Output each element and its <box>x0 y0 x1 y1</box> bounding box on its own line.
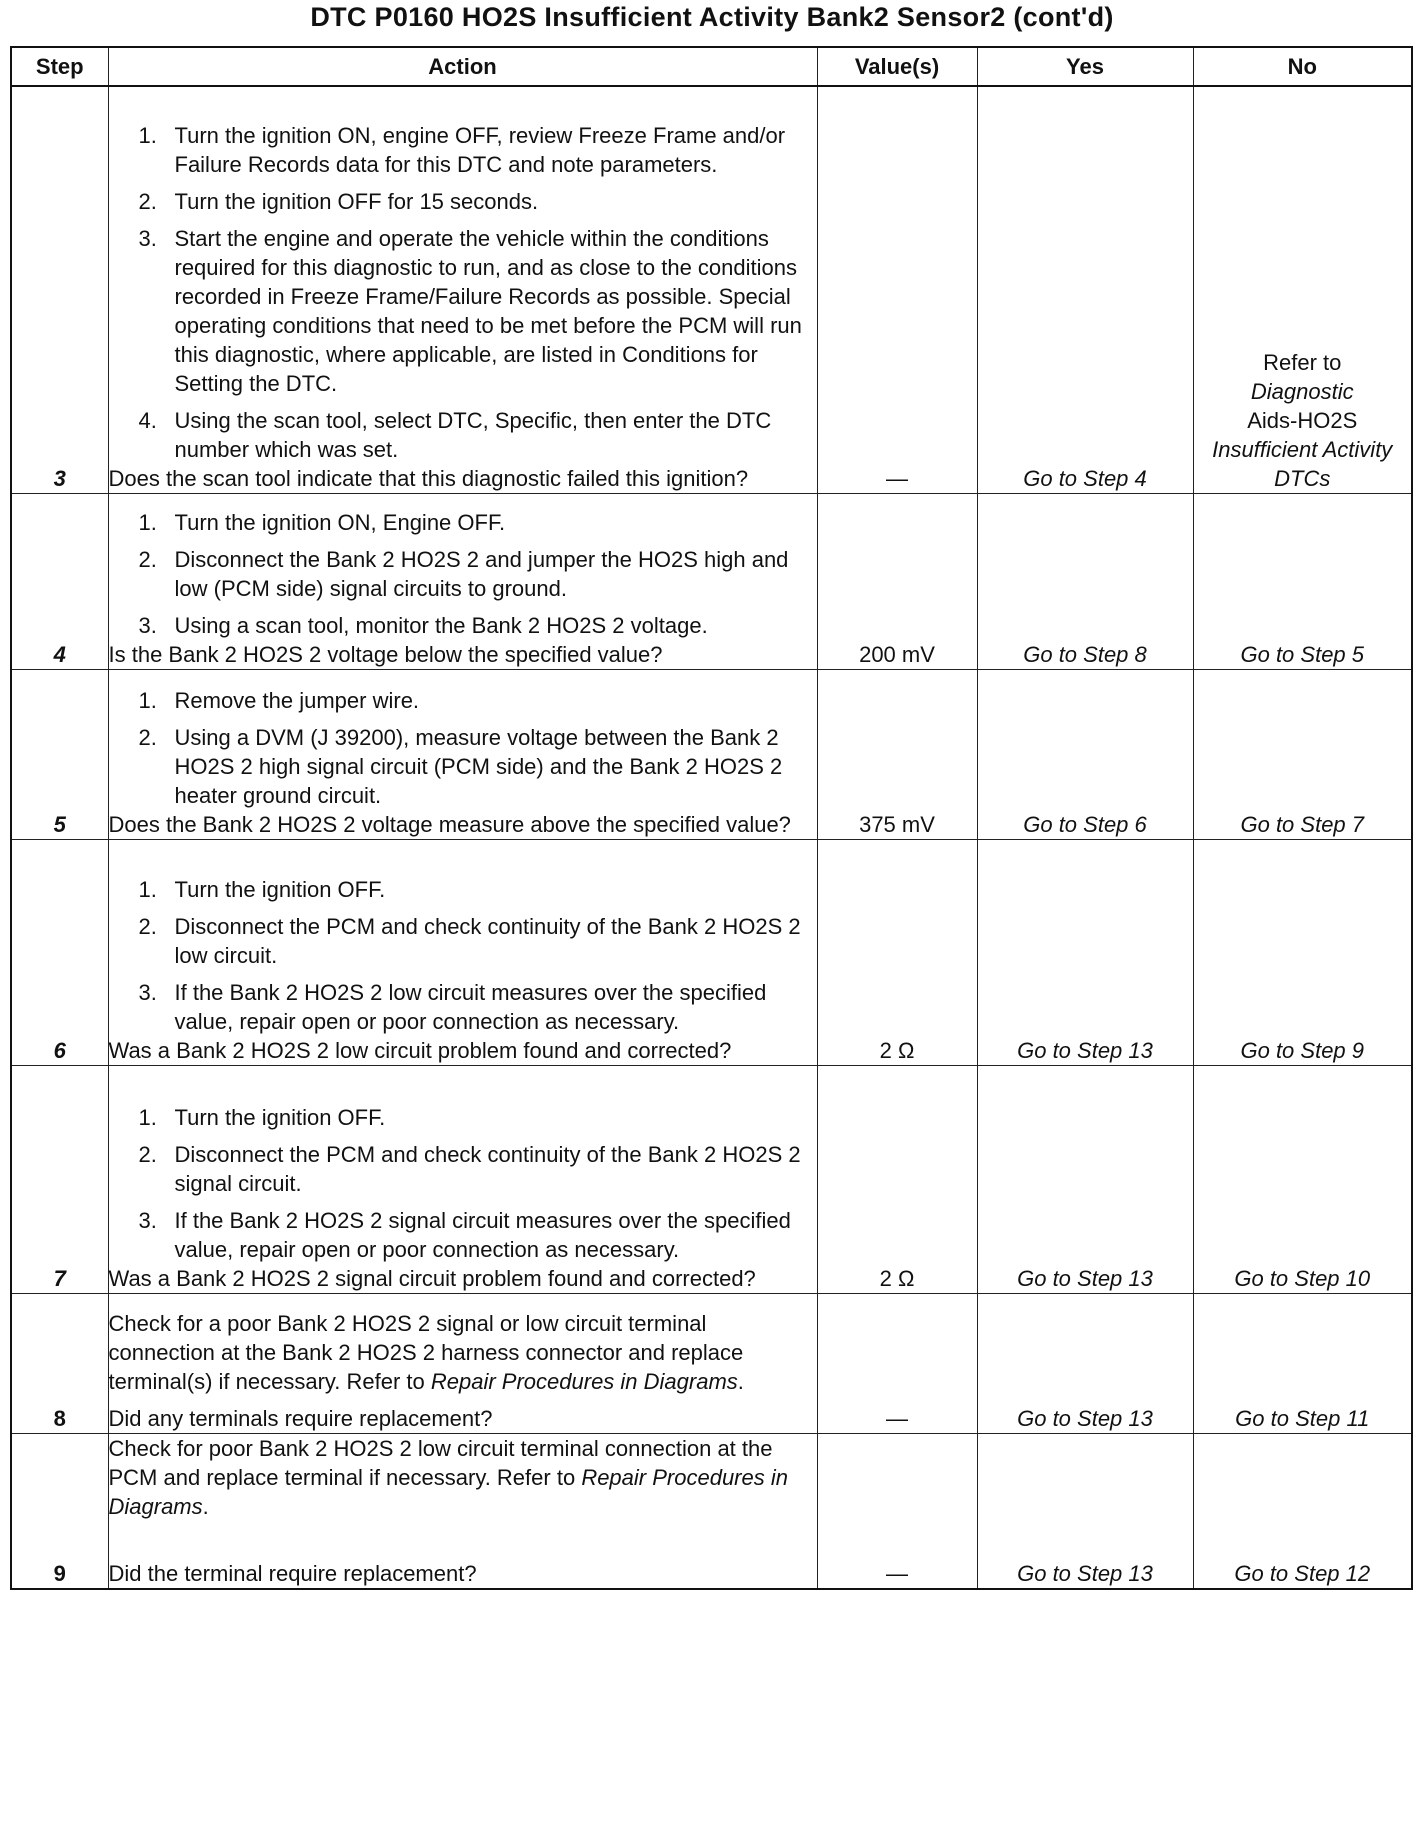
table-row <box>11 1293 1412 1433</box>
table-row <box>11 669 1412 839</box>
action-question: Was a Bank 2 HO2S 2 signal circuit problem found and corrected? <box>108 1265 756 1291</box>
value-cell: 375 mV <box>817 669 977 839</box>
action-item: 1. Turn the ignition OFF. <box>138 1104 386 1130</box>
repair-procedures-ref: Repair Procedures in Diagrams <box>430 1368 738 1394</box>
repair-procedures-ref: Repair Procedures in Diagrams <box>108 1464 788 1519</box>
header-no: No <box>1193 47 1412 86</box>
value-cell: 200 mV <box>817 493 977 669</box>
action-item: 4. Using the scan tool, select DTC, Specific, then enter the DTC number which was set. <box>138 407 772 462</box>
no-cell: Go to Step 7 <box>1193 669 1412 839</box>
step-number: 8 <box>11 1293 108 1433</box>
action-item: 3. Using a scan tool, monitor the Bank 2 HO2S 2 voltage. <box>138 612 708 638</box>
action-cell <box>108 1293 817 1433</box>
action-cell <box>108 669 817 839</box>
no-cell: Refer to Diagnostic Aids-HO2S Insufficient Activity DTCs <box>1193 86 1412 493</box>
yes-cell: Go to Step 6 <box>977 669 1193 839</box>
action-item: 2. Disconnect the PCM and check continuity of the Bank 2 HO2S 2 signal circuit. <box>138 1141 801 1196</box>
action-question: Did the terminal require replacement? <box>108 1560 477 1586</box>
table-row <box>11 1433 1412 1589</box>
no-cell: Go to Step 12 <box>1193 1433 1412 1589</box>
diagnostic-table <box>10 46 1413 1590</box>
action-cell <box>108 493 817 669</box>
table-header-row <box>11 47 1412 86</box>
action-text: Check for poor Bank 2 HO2S 2 low circuit terminal connection at the PCM and replace terminal if necessary. Refer to Repair Procedures in Diagrams. <box>108 1435 788 1519</box>
action-item: 1. Turn the ignition ON, Engine OFF. <box>138 509 506 535</box>
action-text: Check for a poor Bank 2 HO2S 2 signal or low circuit terminal connection at the Bank 2 HO2S 2 harness connector and replace terminal(s) if necessary. Refer to Repair Procedures in Diagrams. <box>108 1310 744 1394</box>
header-values: Value(s) <box>817 47 977 86</box>
action-question: Did any terminals require replacement? <box>108 1405 493 1431</box>
yes-cell: Go to Step 13 <box>977 839 1193 1065</box>
no-cell: Go to Step 9 <box>1193 839 1412 1065</box>
page-title: DTC P0160 HO2S Insufficient Activity Bank2 Sensor2 (cont'd) <box>310 2 1114 32</box>
value-cell: — <box>817 1433 977 1589</box>
action-question: Was a Bank 2 HO2S 2 low circuit problem found and corrected? <box>108 1037 732 1063</box>
header-step: Step <box>11 47 108 86</box>
action-item: 2. Turn the ignition OFF for 15 seconds. <box>138 188 539 214</box>
no-cell: Go to Step 10 <box>1193 1065 1412 1293</box>
value-cell: 2 Ω <box>817 1065 977 1293</box>
step-number: 4 <box>11 493 108 669</box>
action-cell <box>108 1433 817 1589</box>
action-question: Does the Bank 2 HO2S 2 voltage measure above the specified value? <box>108 811 791 837</box>
action-question: Is the Bank 2 HO2S 2 voltage below the specified value? <box>108 641 663 667</box>
action-cell <box>108 86 817 493</box>
step-number: 5 <box>11 669 108 839</box>
table-row <box>11 86 1412 493</box>
no-cell: Go to Step 5 <box>1193 493 1412 669</box>
action-item: 3. Start the engine and operate the vehicle within the conditions required for this diagnostic to run, and as close to the conditions recorded in Freeze Frame/Failure Records as possible. Special operating conditions that need to be met before the PCM will run this diagnostic, where applicable, are listed in Conditions for Setting the DTC. <box>138 225 802 396</box>
table-row <box>11 493 1412 669</box>
no-cell: Go to Step 11 <box>1193 1293 1412 1433</box>
yes-cell: Go to Step 13 <box>977 1433 1193 1589</box>
step-number: 9 <box>11 1433 108 1589</box>
value-cell: — <box>817 86 977 493</box>
action-item: 3. If the Bank 2 HO2S 2 signal circuit measures over the specified value, repair open or poor connection as necessary. <box>138 1207 791 1262</box>
step-number: 6 <box>11 839 108 1065</box>
yes-cell: Go to Step 8 <box>977 493 1193 669</box>
table-row <box>11 1065 1412 1293</box>
step-number: 3 <box>11 86 108 493</box>
action-item: 3. If the Bank 2 HO2S 2 low circuit measures over the specified value, repair open or poor connection as necessary. <box>138 979 767 1034</box>
action-item: 1. Turn the ignition ON, engine OFF, review Freeze Frame and/or Failure Records data for this DTC and note parameters. <box>138 122 786 177</box>
yes-cell: Go to Step 13 <box>977 1065 1193 1293</box>
action-question: Does the scan tool indicate that this diagnostic failed this ignition? <box>108 465 749 491</box>
value-cell: 2 Ω <box>817 839 977 1065</box>
header-action: Action <box>108 47 817 86</box>
action-item: 1. Turn the ignition OFF. <box>138 876 386 902</box>
action-cell <box>108 839 817 1065</box>
yes-cell: Go to Step 13 <box>977 1293 1193 1433</box>
action-item: 2. Using a DVM (J 39200), measure voltage between the Bank 2 HO2S 2 high signal circuit (PCM side) and the Bank 2 HO2S 2 heater ground circuit. <box>138 724 783 808</box>
value-cell: — <box>817 1293 977 1433</box>
action-item: 2. Disconnect the PCM and check continuity of the Bank 2 HO2S 2 low circuit. <box>138 913 801 968</box>
action-item: 1. Remove the jumper wire. <box>138 687 420 713</box>
action-item: 2. Disconnect the Bank 2 HO2S 2 and jumper the HO2S high and low (PCM side) signal circuits to ground. <box>138 546 789 601</box>
header-yes: Yes <box>977 47 1193 86</box>
action-cell <box>108 1065 817 1293</box>
table-row <box>11 839 1412 1065</box>
yes-cell: Go to Step 4 <box>977 86 1193 493</box>
step-number: 7 <box>11 1065 108 1293</box>
